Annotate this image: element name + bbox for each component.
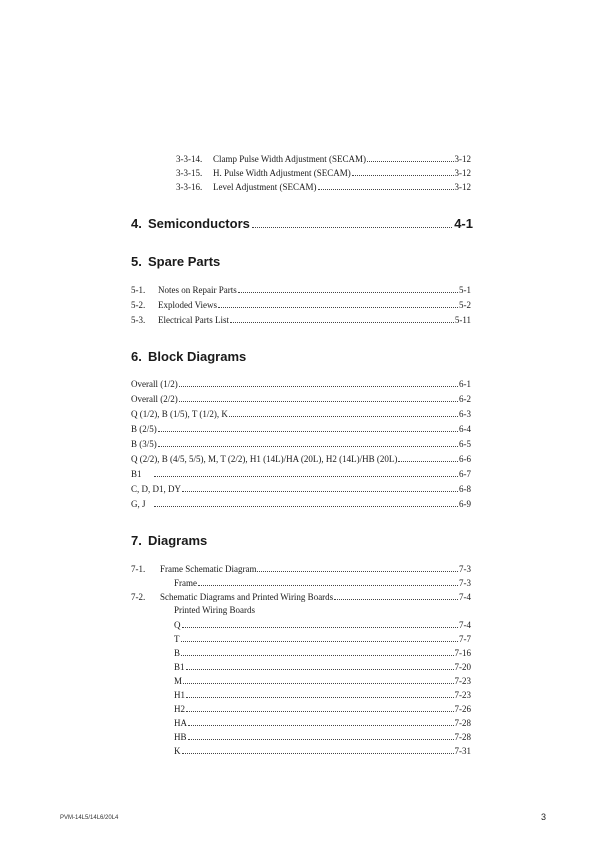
dot-leader <box>198 577 458 586</box>
entry-title: Exploded Views <box>158 300 218 310</box>
toc-entry[interactable] <box>131 314 471 326</box>
dot-leader <box>218 299 458 308</box>
entry-page: 7-28 <box>454 718 471 728</box>
dot-leader <box>158 423 458 432</box>
entry-title: H. Pulse Width Adjustment (SECAM) <box>213 168 351 178</box>
entry-number: 3-3-14. <box>176 154 203 164</box>
dot-leader <box>158 438 458 447</box>
entry-page: 7-3 <box>459 564 471 574</box>
dot-leader <box>230 314 454 323</box>
heading-title: Spare Parts <box>148 254 221 269</box>
dot-leader <box>182 745 454 754</box>
dot-leader <box>179 378 458 387</box>
entry-page: 5-2 <box>459 300 471 310</box>
toc-entry[interactable] <box>174 675 471 687</box>
entry-title: B (3/5) <box>131 439 157 449</box>
toc-entry[interactable] <box>131 393 471 405</box>
entry-page: 7-3 <box>459 578 471 588</box>
heading-number: 7. <box>131 533 142 548</box>
heading-number: 5. <box>131 254 142 269</box>
entry-page: 7-28 <box>454 732 471 742</box>
toc-entry[interactable] <box>174 689 471 701</box>
dot-leader <box>238 284 458 293</box>
toc-heading-spare-parts <box>131 254 473 270</box>
entry-title: T <box>174 634 180 644</box>
dot-leader <box>229 408 458 417</box>
toc-heading-semiconductors[interactable] <box>131 216 473 232</box>
entry-page: 6-2 <box>459 394 471 404</box>
entry-title: Clamp Pulse Width Adjustment (SECAM) <box>213 154 366 164</box>
entry-number: 7-1. <box>131 564 146 574</box>
heading-title: Diagrams <box>148 533 208 548</box>
toc-entry[interactable] <box>174 619 471 631</box>
entry-title: Notes on Repair Parts <box>158 285 237 295</box>
toc-entry[interactable] <box>174 577 471 589</box>
dot-leader <box>257 563 458 572</box>
entry-page: 7-4 <box>459 620 471 630</box>
dot-leader <box>252 216 452 228</box>
toc-entry[interactable] <box>174 717 471 729</box>
entry-page: 6-8 <box>459 484 471 494</box>
dot-leader <box>334 591 458 600</box>
toc-heading-block-diagrams <box>131 349 473 365</box>
dot-leader <box>186 661 454 670</box>
entry-page: 5-11 <box>454 315 471 325</box>
dot-leader <box>182 483 458 492</box>
dot-leader <box>318 181 454 190</box>
entry-title: H1 <box>174 690 185 700</box>
toc-entry[interactable] <box>174 731 471 743</box>
dot-leader <box>181 633 459 642</box>
toc-entry[interactable] <box>131 438 471 450</box>
entry-page: 6-5 <box>459 439 471 449</box>
dot-leader <box>154 468 458 477</box>
entry-title: C, D, D1, DY <box>131 484 182 494</box>
toc-entry[interactable] <box>176 167 471 179</box>
toc-entry[interactable] <box>174 661 471 673</box>
toc-heading-diagrams <box>131 533 473 549</box>
dot-leader <box>367 153 454 162</box>
entry-title: K <box>174 746 181 756</box>
entry-page: 6-6 <box>459 454 471 464</box>
toc-entry[interactable] <box>131 483 471 495</box>
entry-page: 3-12 <box>454 154 471 164</box>
toc-entry[interactable] <box>176 153 471 165</box>
entry-page: 5-1 <box>459 285 471 295</box>
toc-entry[interactable] <box>131 498 471 510</box>
entry-page: 7-16 <box>454 648 471 658</box>
toc-entry[interactable] <box>176 181 471 193</box>
entry-page: 7-7 <box>459 634 471 644</box>
entry-title: Frame Schematic Diagram <box>160 564 257 574</box>
entry-page: 7-26 <box>454 704 471 714</box>
toc-entry[interactable] <box>131 284 471 296</box>
footer-page-number: 3 <box>541 812 547 822</box>
toc-entry[interactable] <box>131 468 471 480</box>
toc-entry[interactable] <box>131 563 471 575</box>
entry-title: Overall (2/2) <box>131 394 178 404</box>
toc-entry[interactable] <box>131 423 471 435</box>
entry-page: 7-4 <box>459 592 471 602</box>
entry-title: G, J <box>131 499 146 509</box>
entry-page: 7-31 <box>454 746 471 756</box>
entry-title: H2 <box>174 704 185 714</box>
entry-page: 6-7 <box>459 469 471 479</box>
entry-page: 3-12 <box>454 168 471 178</box>
entry-title: Q <box>174 620 181 630</box>
entry-page: 7-23 <box>454 676 471 686</box>
dot-leader <box>186 703 454 712</box>
entry-number: 5-3. <box>131 315 146 325</box>
dot-leader <box>183 675 453 684</box>
toc-entry[interactable] <box>174 647 471 659</box>
entry-number: 3-3-16. <box>176 182 203 192</box>
toc-entry[interactable] <box>174 703 471 715</box>
entry-title: B <box>174 648 181 658</box>
toc-entry[interactable] <box>131 299 471 311</box>
entry-title: M <box>174 676 183 686</box>
toc-entry[interactable] <box>131 453 471 465</box>
entry-page: 6-1 <box>459 379 471 389</box>
dot-leader <box>188 731 454 740</box>
entry-title: HB <box>174 732 187 742</box>
heading-page: 4-1 <box>454 216 473 231</box>
entry-title: Electrical Parts List <box>158 315 229 325</box>
entry-title: Overall (1/2) <box>131 379 178 389</box>
dot-leader <box>398 453 458 462</box>
dot-leader <box>182 619 459 628</box>
dot-leader <box>186 689 454 698</box>
entry-title: Q (2/2), B (4/5, 5/5), M, T (2/2), H1 (14L)/HA (20L), H2 (14L)/HB (20L) <box>131 454 398 464</box>
footer-model: PVM-14L5/14L6/20L4 <box>60 815 119 821</box>
entry-title: Schematic Diagrams and Printed Wiring Boards <box>160 592 334 602</box>
entry-title: B (2/5) <box>131 424 157 434</box>
printed-wiring-boards-label: Printed Wiring Boards <box>174 605 255 615</box>
heading-number: 6. <box>131 349 142 364</box>
toc-entry[interactable] <box>131 591 471 603</box>
entry-page: 3-12 <box>454 182 471 192</box>
dot-leader <box>179 393 458 402</box>
entry-title: Q (1/2), B (1/5), T (1/2), K <box>131 409 228 419</box>
dot-leader <box>154 498 458 507</box>
entry-page: 6-3 <box>459 409 471 419</box>
entry-number: 3-3-15. <box>176 168 203 178</box>
toc-entry[interactable] <box>131 378 471 390</box>
entry-title: Frame <box>174 578 197 588</box>
entry-page: 7-20 <box>454 662 471 672</box>
dot-leader <box>181 647 453 656</box>
entry-number: 5-2. <box>131 300 146 310</box>
toc-entry[interactable] <box>174 633 471 645</box>
heading-number: 4. <box>131 216 142 231</box>
entry-title: B1 <box>131 469 142 479</box>
entry-page: 6-4 <box>459 424 471 434</box>
heading-title: Semiconductors <box>148 216 250 231</box>
entry-title: HA <box>174 718 187 728</box>
entry-title: B1 <box>174 662 185 672</box>
dot-leader <box>352 167 454 176</box>
entry-page: 6-9 <box>459 499 471 509</box>
toc-entry[interactable] <box>174 745 471 757</box>
heading-title: Block Diagrams <box>148 349 247 364</box>
entry-number: 5-1. <box>131 285 146 295</box>
entry-number: 7-2. <box>131 592 146 602</box>
dot-leader <box>188 717 454 726</box>
toc-entry[interactable] <box>131 408 471 420</box>
entry-page: 7-23 <box>454 690 471 700</box>
entry-title: Level Adjustment (SECAM) <box>213 182 317 192</box>
